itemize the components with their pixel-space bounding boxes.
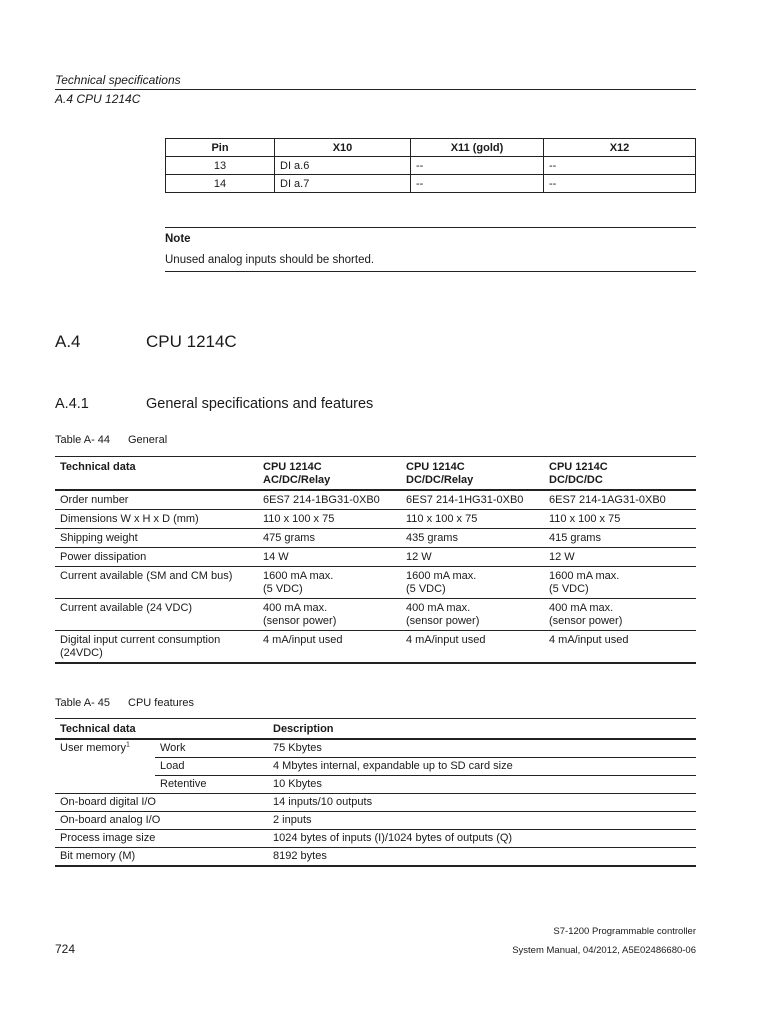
row-label xyxy=(55,548,258,567)
table45-caption xyxy=(55,697,194,709)
cell-line: Order number xyxy=(60,494,129,506)
row-value xyxy=(544,567,696,599)
cell-line: 4 mA/input used xyxy=(263,634,343,646)
table-row xyxy=(55,490,696,510)
features-header-description: Description xyxy=(268,719,696,740)
table-row xyxy=(55,812,696,830)
cell-line: 4 mA/input used xyxy=(549,634,629,646)
x10-cell: DI a.6 xyxy=(275,157,411,175)
table-row xyxy=(55,631,696,664)
table-row xyxy=(55,567,696,599)
pin-header-x11: X11 (gold) xyxy=(411,139,544,157)
x11-cell: -- xyxy=(411,157,544,175)
pin-cell: 13 xyxy=(166,157,275,175)
user-memory-label xyxy=(55,739,155,758)
subsection-number: A.4.1 xyxy=(55,396,89,412)
feature-desc: 8192 bytes xyxy=(268,848,696,867)
header-line: AC/DC/Relay xyxy=(263,474,331,486)
general-header-cell xyxy=(544,457,696,491)
table-row xyxy=(55,529,696,548)
table44-caption-title: General xyxy=(128,434,168,446)
cell-line: 14 W xyxy=(263,551,289,563)
table45-caption-number: Table A- 45 xyxy=(55,697,111,709)
row-value xyxy=(544,510,696,529)
row-value xyxy=(544,548,696,567)
cell-line: 6ES7 214-1HG31-0XB0 xyxy=(406,494,524,506)
section-title: CPU 1214C xyxy=(146,332,237,351)
header-line: CPU 1214C xyxy=(406,461,465,473)
section-number: A.4 xyxy=(55,332,81,351)
subsection-title: General specifications and features xyxy=(146,396,374,412)
cell-line: Power dissipation xyxy=(60,551,147,563)
empty-cell xyxy=(55,758,155,776)
table-row xyxy=(55,510,696,529)
memory-sub-label: Retentive xyxy=(155,776,268,794)
table-row xyxy=(55,794,696,812)
memory-desc: 75 Kbytes xyxy=(268,739,696,758)
table45-caption-title: CPU features xyxy=(128,697,195,709)
cell-line: 415 grams xyxy=(549,532,601,544)
table-row xyxy=(55,758,696,776)
cell-line: (5 VDC) xyxy=(263,583,303,595)
feature-label: Bit memory (M) xyxy=(55,848,268,867)
feature-desc: 14 inputs/10 outputs xyxy=(268,794,696,812)
cell-line: 110 x 100 x 75 xyxy=(549,513,621,525)
header-line: DC/DC/DC xyxy=(549,474,603,486)
feature-label: Process image size xyxy=(55,830,268,848)
cell-line: 400 mA max. xyxy=(549,602,614,614)
cell-line: (sensor power) xyxy=(406,615,480,627)
row-value xyxy=(401,599,544,631)
x12-cell: -- xyxy=(544,175,696,193)
footnote-marker: 1 xyxy=(126,741,130,749)
note-top-rule xyxy=(165,227,696,228)
cell-line: Dimensions W x H x D (mm) xyxy=(60,513,199,525)
pin-table xyxy=(165,138,696,193)
row-label xyxy=(55,631,258,664)
cell-line: 4 mA/input used xyxy=(406,634,486,646)
header-line: Technical data xyxy=(60,461,136,473)
table-row xyxy=(55,830,696,848)
row-value xyxy=(258,631,401,664)
header-line: CPU 1214C xyxy=(263,461,322,473)
table-row xyxy=(55,739,696,758)
table-row xyxy=(55,776,696,794)
cell-line: 110 x 100 x 75 xyxy=(406,513,478,525)
table44-caption xyxy=(55,434,167,446)
footer-manual: System Manual, 04/2012, A5E02486680-06 xyxy=(512,945,696,956)
cell-line: 400 mA max. xyxy=(263,602,328,614)
pin-header-x12: X12 xyxy=(544,139,696,157)
cell-line: (24VDC) xyxy=(60,647,103,659)
cell-line: Current available (SM and CM bus) xyxy=(60,570,233,582)
x12-cell: -- xyxy=(544,157,696,175)
cell-line: 6ES7 214-1AG31-0XB0 xyxy=(549,494,666,506)
note-bottom-rule xyxy=(165,271,696,272)
x10-cell: DI a.7 xyxy=(275,175,411,193)
row-value xyxy=(401,490,544,510)
row-value xyxy=(544,631,696,664)
empty-cell xyxy=(55,776,155,794)
memory-sub-label: Work xyxy=(155,739,268,758)
note-title: Note xyxy=(165,233,191,245)
note-text: Unused analog inputs should be shorted. xyxy=(165,254,375,266)
row-value xyxy=(258,548,401,567)
table-row xyxy=(166,175,696,193)
row-value xyxy=(258,490,401,510)
row-value xyxy=(258,599,401,631)
table44-caption-number: Table A- 44 xyxy=(55,434,111,446)
cell-line: 475 grams xyxy=(263,532,315,544)
row-value xyxy=(258,529,401,548)
general-header-cell xyxy=(401,457,544,491)
pin-table-header xyxy=(166,139,696,157)
row-value xyxy=(544,529,696,548)
cell-line: (5 VDC) xyxy=(406,583,446,595)
row-value xyxy=(544,599,696,631)
cell-line: 110 x 100 x 75 xyxy=(263,513,335,525)
row-value xyxy=(401,510,544,529)
row-value xyxy=(544,490,696,510)
user-memory-text: User memory xyxy=(60,742,127,754)
cell-line: 1600 mA max. xyxy=(406,570,477,582)
row-value xyxy=(258,567,401,599)
row-label xyxy=(55,510,258,529)
general-table xyxy=(55,456,696,664)
table-row xyxy=(166,157,696,175)
header-line: DC/DC/Relay xyxy=(406,474,474,486)
row-value xyxy=(401,631,544,664)
memory-desc: 10 Kbytes xyxy=(268,776,696,794)
memory-sub-label: Load xyxy=(155,758,268,776)
cell-line: 6ES7 214-1BG31-0XB0 xyxy=(263,494,380,506)
header-line: CPU 1214C xyxy=(549,461,608,473)
features-table-header xyxy=(55,719,696,740)
row-label xyxy=(55,599,258,631)
row-label xyxy=(55,490,258,510)
cell-line: 1600 mA max. xyxy=(263,570,334,582)
cell-line: (sensor power) xyxy=(263,615,337,627)
row-value xyxy=(401,567,544,599)
x11-cell: -- xyxy=(411,175,544,193)
general-header-cell xyxy=(55,457,258,491)
cell-line: 400 mA max. xyxy=(406,602,471,614)
cpu-features-table xyxy=(55,718,696,867)
row-value xyxy=(401,529,544,548)
table-row xyxy=(55,599,696,631)
pin-cell: 14 xyxy=(166,175,275,193)
pin-header-pin: Pin xyxy=(166,139,275,157)
cell-line: Shipping weight xyxy=(60,532,138,544)
pin-header-x10: X10 xyxy=(275,139,411,157)
cell-line: 1600 mA max. xyxy=(549,570,620,582)
feature-label: On-board analog I/O xyxy=(55,812,268,830)
cell-line: Digital input current consumption xyxy=(60,634,221,646)
header-rule xyxy=(55,89,696,90)
features-header-technical: Technical data xyxy=(55,719,268,740)
running-header-section: A.4 CPU 1214C xyxy=(55,92,141,106)
row-value xyxy=(258,510,401,529)
cell-line: 435 grams xyxy=(406,532,458,544)
cell-line: 12 W xyxy=(406,551,432,563)
running-header-title: Technical specifications xyxy=(55,73,181,87)
row-value xyxy=(401,548,544,567)
general-table-header xyxy=(55,457,696,491)
table-row xyxy=(55,848,696,867)
footer-product: S7-1200 Programmable controller xyxy=(553,926,696,937)
row-label xyxy=(55,567,258,599)
cell-line: (5 VDC) xyxy=(549,583,589,595)
cell-line: Current available (24 VDC) xyxy=(60,602,193,614)
row-label xyxy=(55,529,258,548)
memory-desc: 4 Mbytes internal, expandable up to SD card size xyxy=(268,758,696,776)
cell-line: 12 W xyxy=(549,551,575,563)
feature-desc: 1024 bytes of inputs (I)/1024 bytes of outputs (Q) xyxy=(268,830,696,848)
general-header-cell xyxy=(258,457,401,491)
page-number: 724 xyxy=(55,942,76,956)
cell-line: (sensor power) xyxy=(549,615,623,627)
feature-label: On-board digital I/O xyxy=(55,794,268,812)
table-row xyxy=(55,548,696,567)
feature-desc: 2 inputs xyxy=(268,812,696,830)
